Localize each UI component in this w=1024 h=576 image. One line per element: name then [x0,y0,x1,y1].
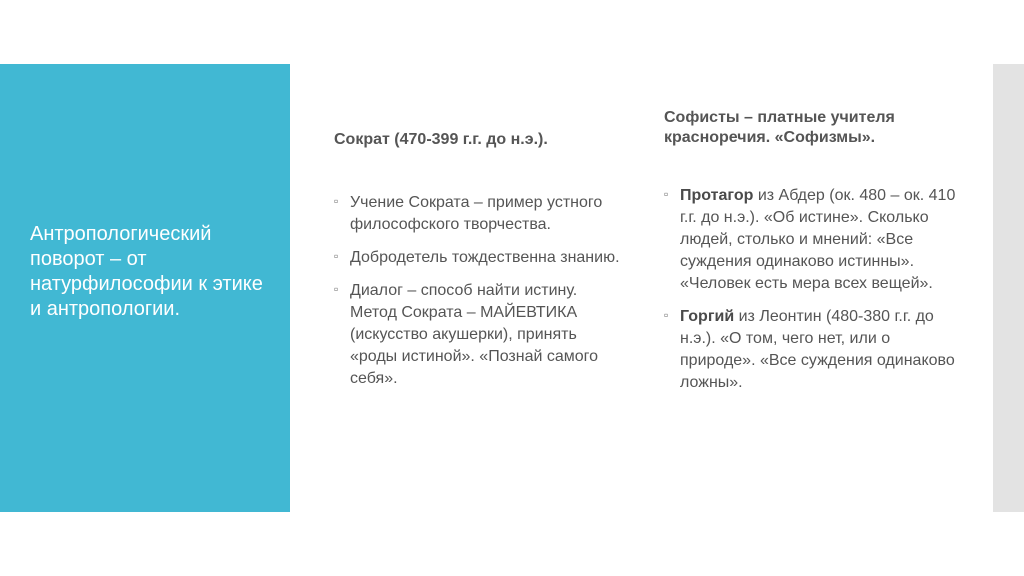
bullet-icon: ▫ [334,249,339,263]
list-item [334,192,624,236]
bullet-text: Добродетель тождественна знанию. [350,249,620,266]
bullet-icon: ▫ [334,194,339,208]
bullet-text: из Абдер (ок. 480 – ок. 410 г.г. до н.э.). «Об истине». Сколько людей, столько и мнений: «Все суждения одинаково истинны». «Человек есть мера всех вещей». [680,187,956,292]
column-heading: Софисты – платные учителя красноречия. «Софизмы». [664,109,895,146]
bullet-text: Учение Сократа – пример устного философского творчества. [350,194,603,233]
bullet-text: Диалог – способ найти истину. Метод Сократа – МАЙЕВТИКА (искусство акушерки), принять «роды истиной». «Познай самого себя». [350,282,599,387]
person-name: Протагор [680,187,754,204]
bullet-icon: ▫ [664,187,669,201]
list-item [664,306,964,394]
bullet-icon: ▫ [664,308,669,322]
bullet-text: из Леонтин (480-380 г.г. до н.э.). «О том, чего нет, или о природе». «Все суждения одинаково ложны». [680,308,955,391]
bullet-icon: ▫ [334,282,339,296]
bullet-list [664,185,964,405]
person-name: Горгий [680,308,735,325]
column-heading: Сократ (470-399 г.г. до н.э.). [334,131,548,148]
slide-title: Антропологический поворот – от натурфилософии к этике и антропологии. [30,223,263,320]
list-item [334,247,624,269]
list-item [334,280,624,390]
side-bar [993,64,1024,512]
list-item [664,185,964,295]
bullet-list [334,192,624,401]
